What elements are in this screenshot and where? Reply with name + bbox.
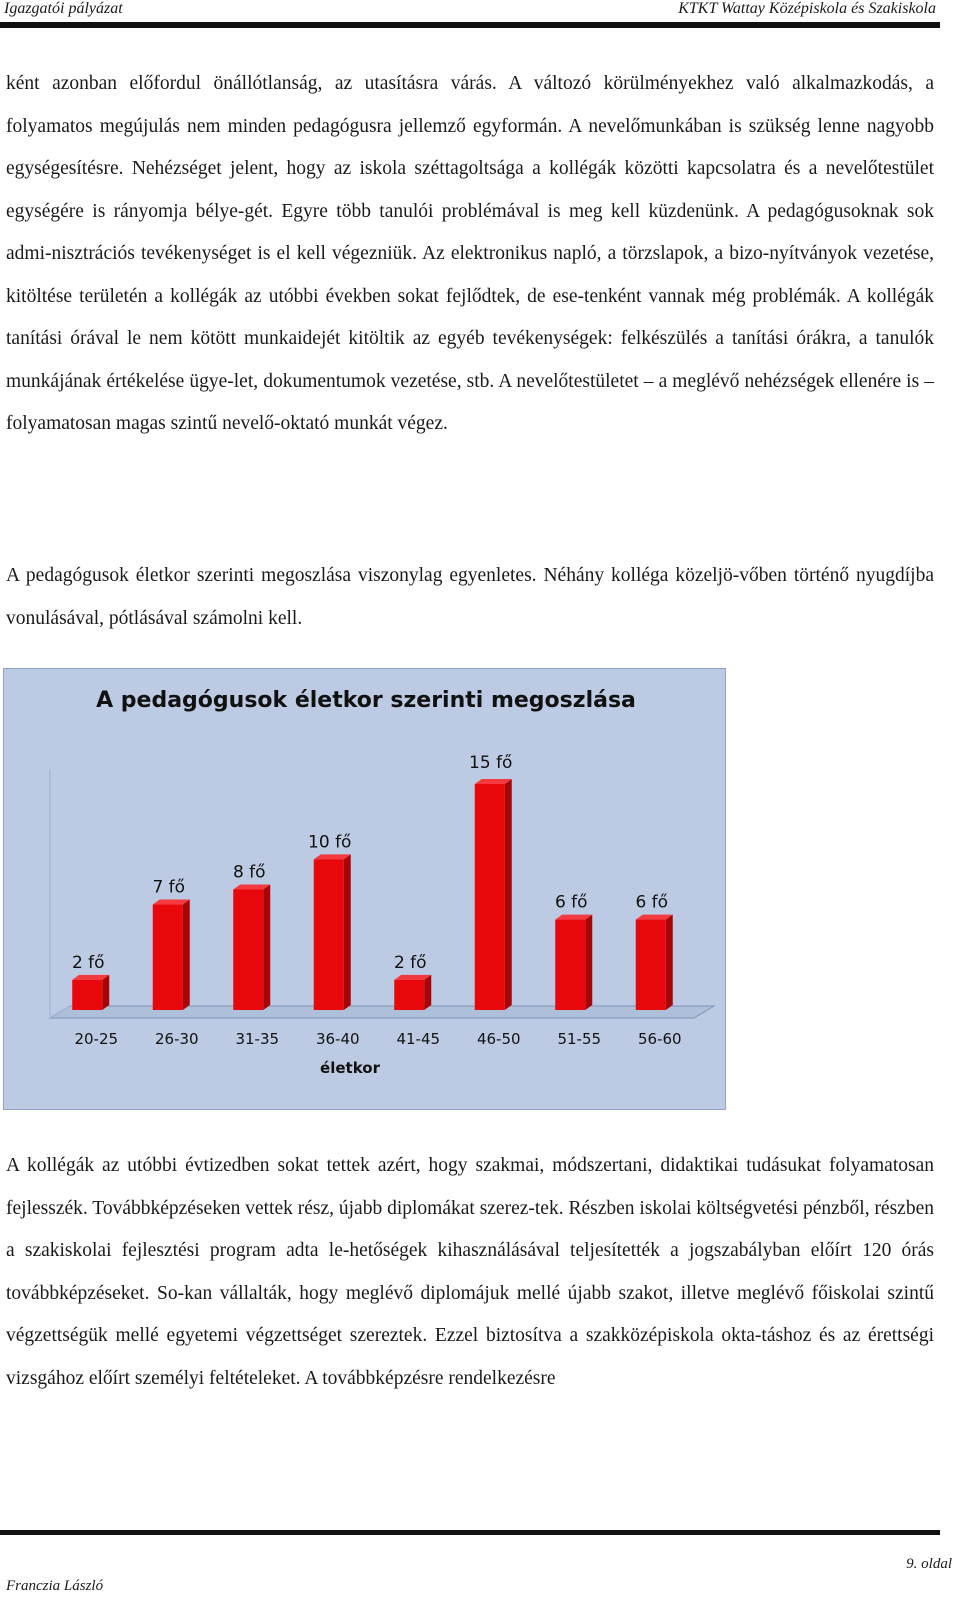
bar bbox=[555, 920, 585, 1010]
bar-data-label: 10 fő bbox=[308, 832, 352, 853]
x-tick-label: 36-40 bbox=[315, 1030, 360, 1048]
paragraph-staff-challenges: ként azonban előfordul önállótlanság, az utasításra várás. A változó körülményekhez való alkalmazkodás, a folyamatos megújulás nem minden pedagógusra jellemző egyformán. A nevelőmunkában is szükség lenne nagyobb egységesítésre. Nehézséget jelent, hogy az iskola széttagoltsága a kollégák közötti kapcsolatra és a nevelőtestület egységére is rányomja bélye-gét. Egyre több tanulói problémával is meg kell küzdenünk. A pedagógusoknak sok admi-nisztrációs tevékenységet is el kell végezniük. Az elektronikus napló, a törzslapok, a bizo-nyítványok vezetése, kitöltése területén a kollégák az utóbbi években sokat fejlődtek, de ese-tenként vannak még problémák. A kollégák tanítási órával le nem kötött munkaidejét kitöltik az egyéb tevékenységek: felkészülés a tanítási órákra, a tanulók munkájának értékelése ügye-let, dokumentumok vezetése, stb. A nevelőtestületet – a meglévő nehézségek ellenére is – folyamatosan magas szintű nevelő-oktató munkát végez. bbox=[6, 73, 934, 434]
bar bbox=[394, 980, 424, 1010]
page-number: 9. oldal bbox=[906, 1556, 952, 1572]
page-header bbox=[0, 0, 940, 22]
x-tick-label: 41-45 bbox=[396, 1030, 441, 1048]
bar-side bbox=[424, 975, 431, 1010]
bar-side bbox=[666, 915, 673, 1010]
x-tick-label: 31-35 bbox=[235, 1030, 280, 1048]
bar-data-label: 15 fő bbox=[469, 753, 513, 773]
paragraph-age-distribution: A pedagógusok életkor szerinti megoszlása viszonylag egyenletes. Néhány kolléga közeljö-vőben történő nyugdíjba vonulásával, pótlásával számolni kell. bbox=[6, 565, 934, 629]
bar-side bbox=[263, 884, 270, 1010]
x-tick-label: 46-50 bbox=[476, 1030, 521, 1048]
bar bbox=[233, 889, 263, 1010]
x-tick-label: 56-60 bbox=[637, 1030, 682, 1048]
bar bbox=[636, 920, 666, 1010]
chart-svg bbox=[4, 669, 727, 1111]
bar-data-label: 6 fő bbox=[554, 892, 588, 913]
x-tick-label: 51-55 bbox=[557, 1030, 602, 1048]
bar-data-label: 8 fő bbox=[232, 862, 266, 883]
bar-data-label: 6 fő bbox=[635, 892, 669, 913]
bar-data-label: 2 fő bbox=[393, 952, 427, 973]
footer-author: Franczia László bbox=[6, 1578, 104, 1594]
header-title: Igazgatói pályázat bbox=[4, 0, 123, 17]
x-tick-label: 26-30 bbox=[154, 1030, 199, 1048]
bar-data-label: 7 fő bbox=[152, 877, 186, 898]
age-distribution-chart bbox=[3, 668, 726, 1110]
footer-rule bbox=[0, 1530, 940, 1535]
bar bbox=[314, 859, 344, 1010]
bar bbox=[475, 784, 505, 1010]
bar-data-label: 2 fő bbox=[71, 952, 105, 973]
bar-side bbox=[585, 915, 592, 1010]
header-school: KTKT Wattay Középiskola és Szakiskola bbox=[678, 0, 936, 17]
chart-title: A pedagógusok életkor szerinti megoszlása bbox=[96, 688, 636, 713]
bar-side bbox=[505, 779, 512, 1010]
x-tick-label: 20-25 bbox=[74, 1030, 119, 1048]
bar-side bbox=[102, 975, 109, 1010]
bar-side bbox=[344, 854, 351, 1010]
bar-side bbox=[183, 900, 190, 1010]
chart-floor bbox=[50, 1006, 714, 1018]
bar bbox=[153, 905, 183, 1010]
paragraph-training: A kollégák az utóbbi évtizedben sokat tettek azért, hogy szakmai, módszertani, didaktikai tudásukat folyamatosan fejlesszék. Továbbképzéseken vettek rész, újabb diplomákat szerez-tek. Részben iskolai költségvetési pénzből, részben a szakiskolai fejlesztési program adta le-hetőségek kihasználásával teljesítették a jogszabályban előírt 120 órás továbbképzéseket. So-kan vállalták, hogy meglévő diplomájuk mellé újabb szakot, illetve meglévő főiskolai szintű végzettségük mellé egyetemi végzettséget szereztek. Ezzel biztosítva a szakközépiskola okta-táshoz és az érettségi vizsgához előírt személyi feltételeket. A továbbképzésre rendelkezésre bbox=[6, 1155, 934, 1389]
chart-x-axis-label: életkor bbox=[320, 1059, 380, 1077]
bar bbox=[72, 980, 102, 1010]
header-rule bbox=[0, 22, 940, 28]
